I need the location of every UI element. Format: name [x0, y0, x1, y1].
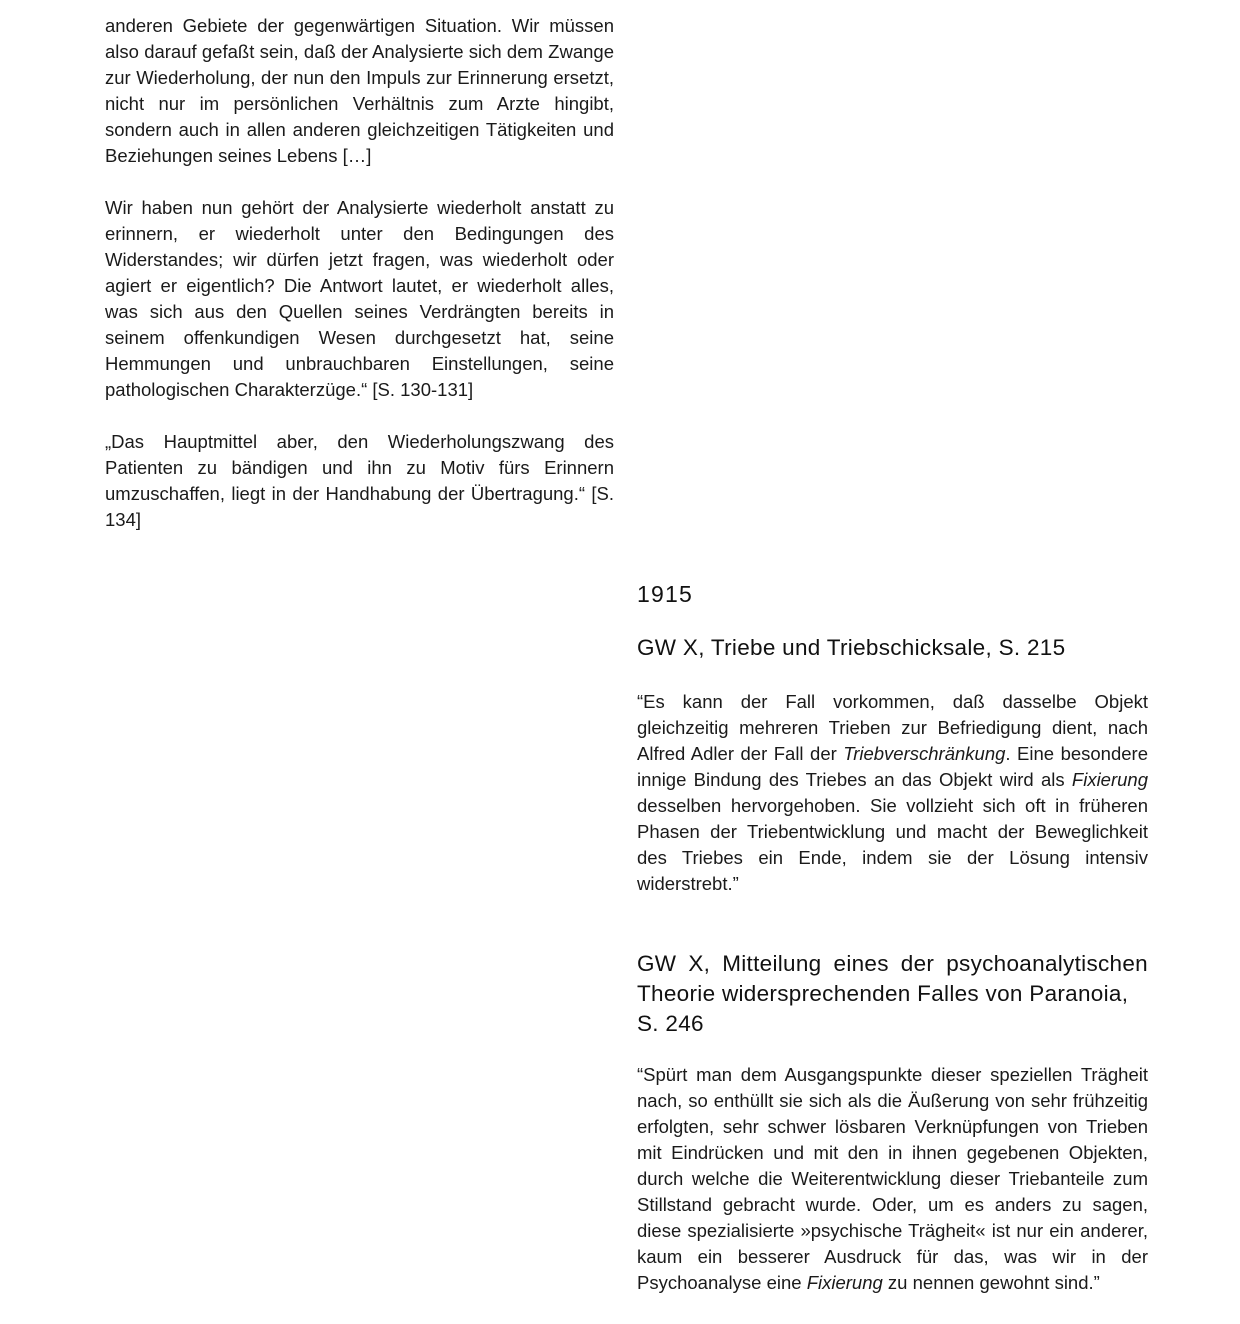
italic-term-triebverschraenkung: Triebverschränkung	[843, 743, 1006, 764]
left-text-column	[105, 13, 614, 533]
year-heading-1915: 1915	[637, 581, 693, 607]
paragraph-repeats-instead-of-remembering: Wir haben nun gehört der Analysierte wiederholt anstatt zu erinnern, er wiederholt unter den Bedingungen des Widerstandes; wir dürfen jetzt fragen, was wiederholt oder agiert er eigentlich? Die Antwort lautet, er wiederholt alles, was sich aus den Quellen seines Verdrängten bereits in seinem offenkundigen Wesen durchgesetzt hat, seine Hemmungen und unbrauchbaren Einstellungen, seine pathologischen Charakterzüge.“ [S. 130-131]	[105, 197, 614, 400]
italic-term-fixierung: Fixierung	[1071, 769, 1148, 790]
heading-line: S. 246	[637, 1011, 704, 1036]
quote-segment: zu nennen gewohnt sind.”	[882, 1272, 1100, 1293]
quote-segment: . Eine besondere innige Bindung des Triebes an das Objekt wird als	[637, 743, 1148, 790]
paragraph-repetition-compulsion: anderen Gebiete der gegenwärtigen Situation. Wir müssen also darauf gefaßt sein, daß der Analysierte sich dem Zwange zur Wiederholung, der nun den Impuls zur Erinnerung ersetzt, nicht nur im persönlichen Verhältnis zum Arzte hingibt, sondern auch in allen anderen gleichzeitigen Tätigkeiten und Beziehungen seines Lebens […]	[105, 15, 614, 166]
section-mitteilung-paranoia	[637, 949, 1148, 1296]
quote-segment: “Es kann der Fall vorkommen, daß dasselbe Objekt gleichzeitig mehreren Trieben zur Befriedigung dient, nach Alfred Adler der Fall der	[637, 691, 1148, 764]
quote-triebverschraenkung-fixierung	[637, 689, 1148, 897]
section-triebe-und-triebschicksale	[637, 633, 1148, 897]
paragraph-handling-of-transference-quote: „Das Hauptmittel aber, den Wiederholungszwang des Patienten zu bändigen und ihn zu Motiv fürs Erinnern umzuschaffen, liegt in der Handhabung der Übertragung.“ [S. 134]	[105, 431, 614, 530]
heading-line: Theorie widersprechenden Falles von Paranoia,	[637, 981, 1129, 1006]
right-text-column	[637, 581, 1148, 1296]
heading-line: GW X, Mitteilung eines der psychoanalytischen	[637, 951, 1148, 976]
italic-term-fixierung: Fixierung	[806, 1272, 883, 1293]
section-heading-gw-x-mitteilung	[637, 949, 1148, 1039]
quote-segment: desselben hervorgehoben. Sie vollzieht sich oft in früheren Phasen der Triebentwicklung und macht der Beweglichkeit des Triebes ein Ende, indem sie der Lösung intensiv widerstrebt.”	[637, 795, 1148, 894]
quote-psychische-traegheit	[637, 1062, 1148, 1296]
quote-segment: “Spürt man dem Ausgangspunkte dieser speziellen Trägheit nach, so enthüllt sie sich als die Äußerung von sehr frühzeitig erfolgten, sehr schwer lösbaren Verknüpfungen von Trieben mit Eindrücken und mit den in ihnen gegebenen Objekten, durch welche die Weiterentwicklung dieser Triebanteile zum Stillstand gebracht wurde. Oder, um es anders zu sagen, diese spezialisierte »psychische Trägheit« ist nur ein anderer, kaum ein besserer Ausdruck für das, was wir in der Psychoanalyse eine	[637, 1064, 1148, 1293]
section-heading-gw-x-triebe: GW X, Triebe und Triebschicksale, S. 215	[637, 635, 1066, 660]
